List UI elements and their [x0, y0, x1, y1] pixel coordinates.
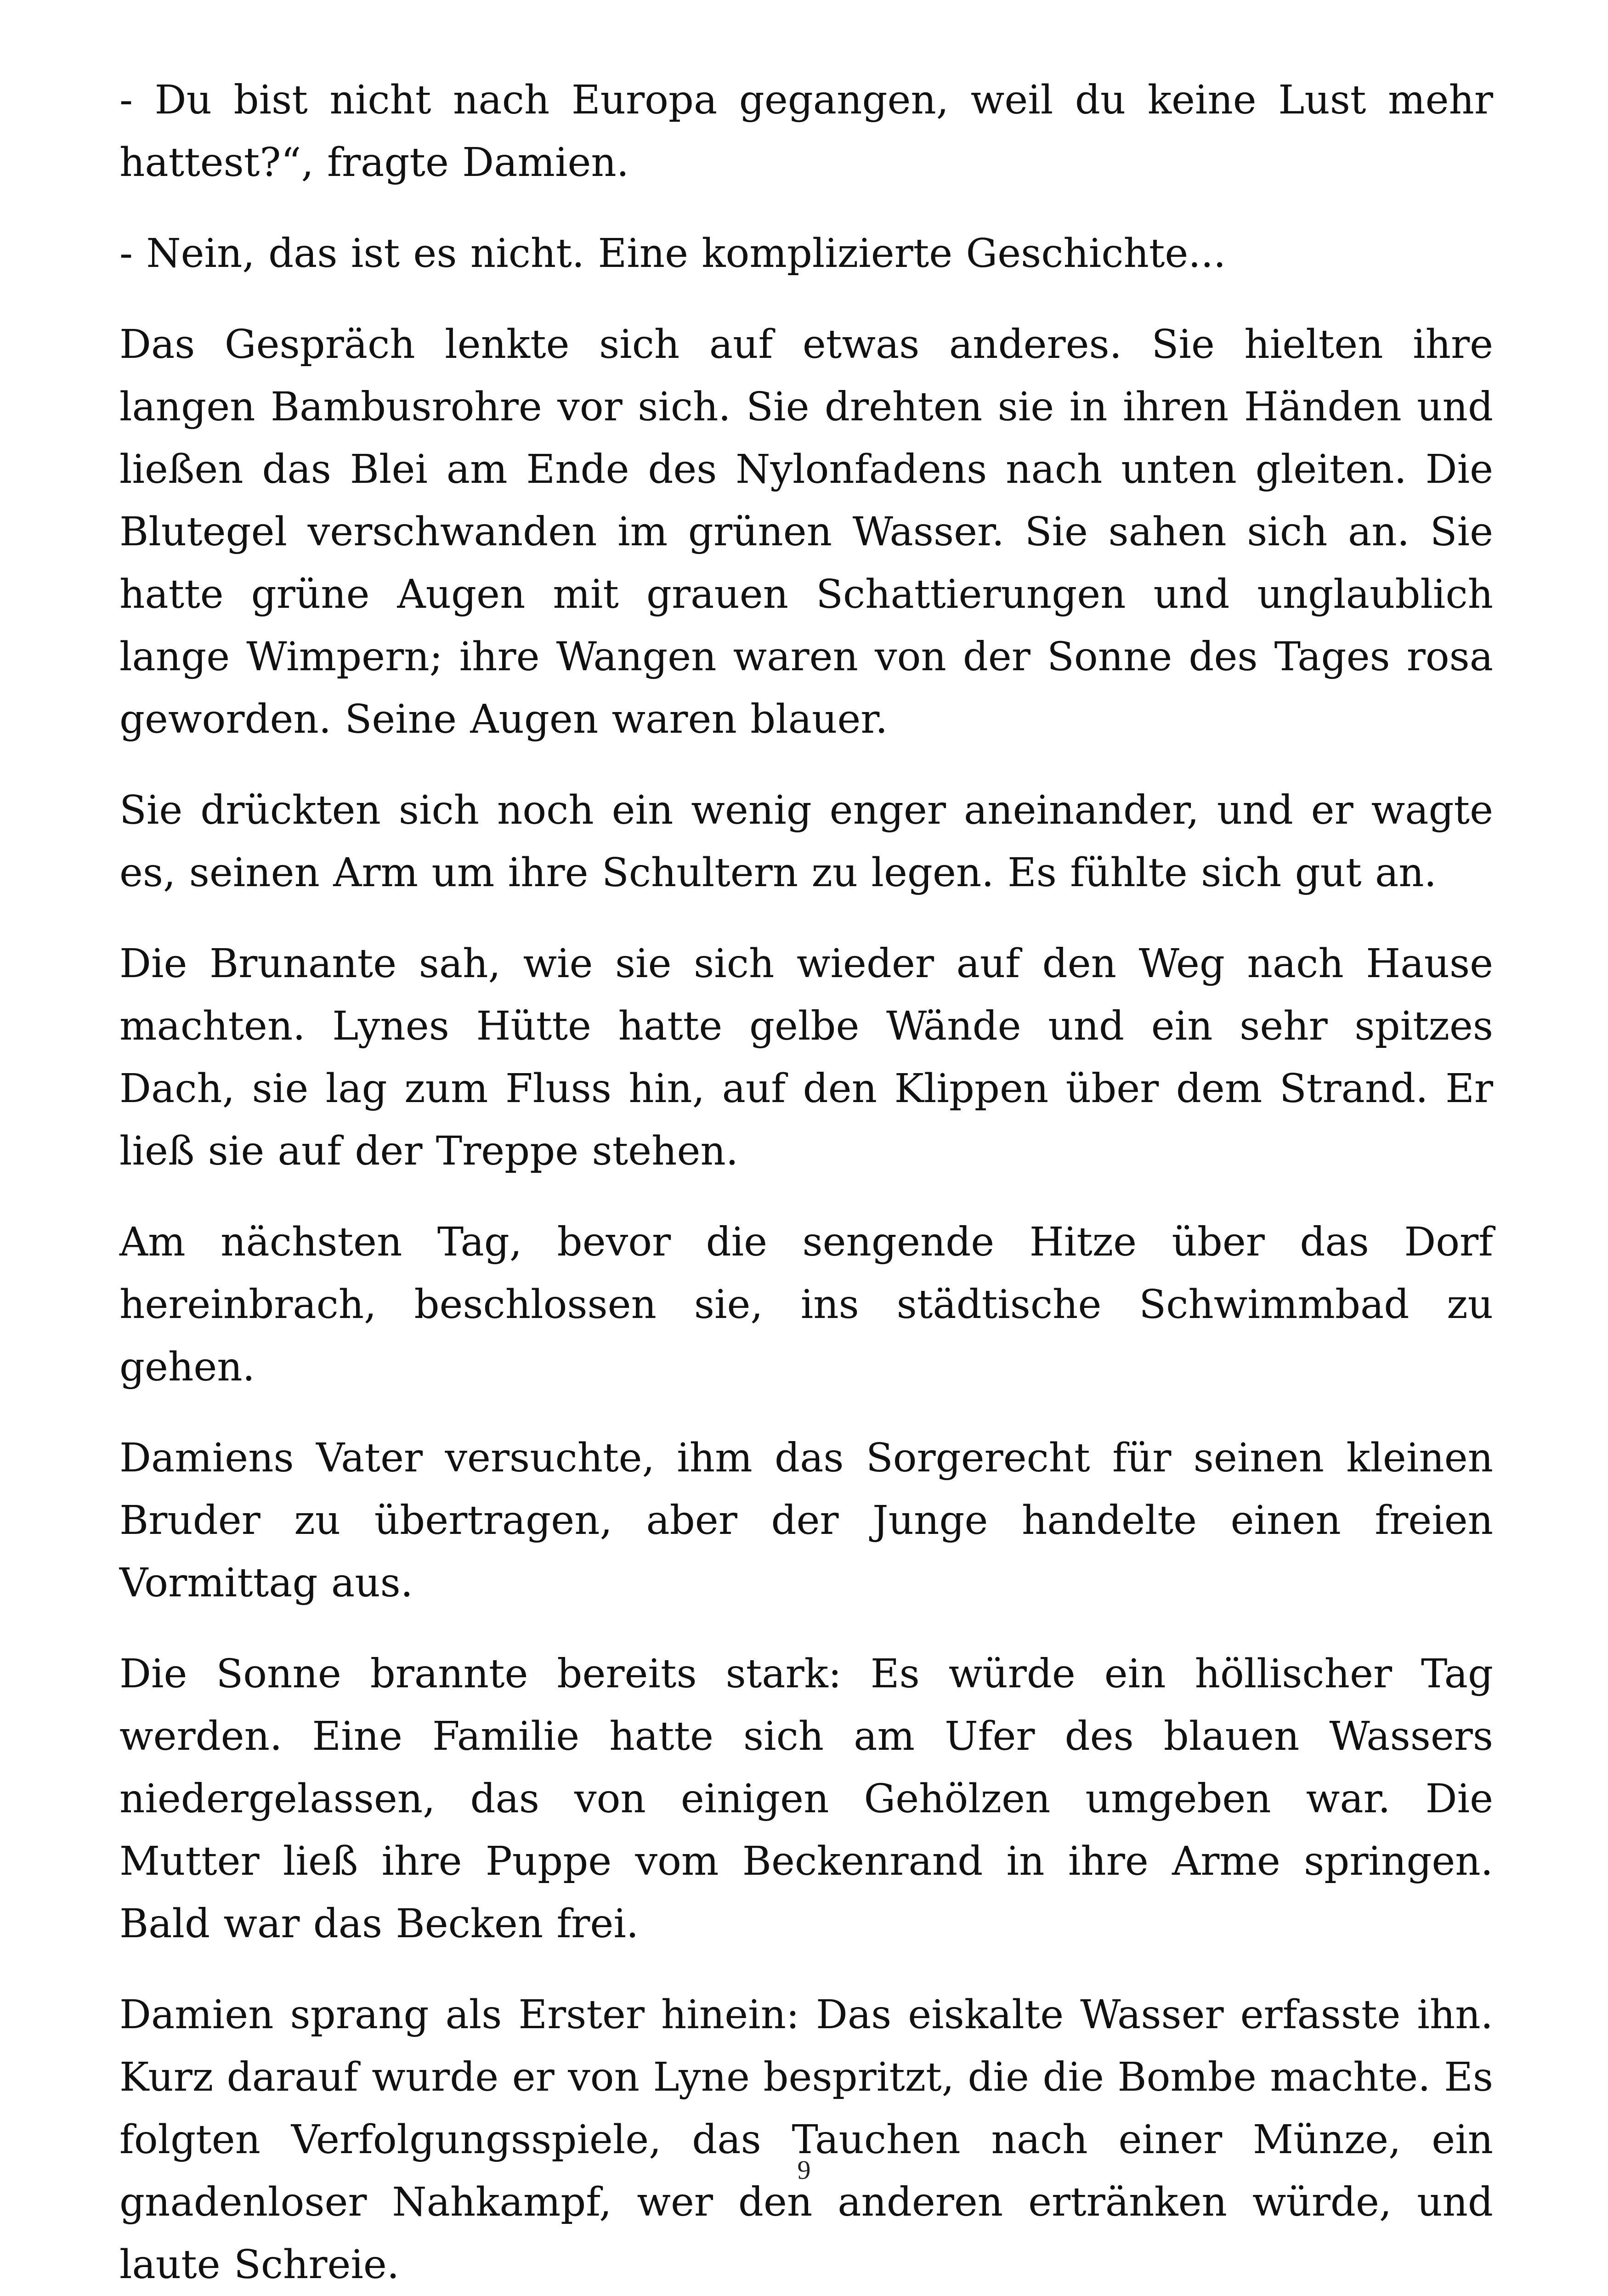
paragraph-3: Das Gespräch lenkte sich auf etwas anderes. Sie hielten ihre langen Bambusrohre vor sich. Sie drehten sie in ihren Händen und ließen das Blei am Ende des Nylonfadens nach unten gleiten. Die Blutegel verschwanden im grünen Wasser. Sie sahen sich an. Sie hatte grüne Augen mit grauen Schattierungen und unglaublich lange Wimpern; ihre Wangen waren von der Sonne des Tages rosa geworden. Seine Augen waren blauer. — [119, 322, 1493, 742]
paragraph-2: - Nein, das ist es nicht. Eine komplizierte Geschichte... — [119, 231, 1226, 277]
paragraph-8: Die Sonne brannte bereits stark: Es würde ein höllischer Tag werden. Eine Familie hatte sich am Ufer des blauen Wassers niedergelassen, das von einigen Gehölzen umgeben war. Die Mutter ließ ihre Puppe vom Beckenrand in ihre Arme springen. Bald war das Becken frei. — [119, 1651, 1493, 1947]
paragraph-6: Am nächsten Tag, bevor die sengende Hitze über das Dorf hereinbrach, beschlossen sie, ins städtische Schwimmbad zu gehen. — [119, 1219, 1493, 1390]
page-body — [119, 69, 1493, 2288]
paragraph-1: - Du bist nicht nach Europa gegangen, weil du keine Lust mehr hattest?“, fragte Damien. — [119, 77, 1493, 186]
paragraph-4: Sie drückten sich noch ein wenig enger aneinander, und er wagte es, seinen Arm um ihre Schultern zu legen. Es fühlte sich gut an. — [119, 787, 1493, 896]
paragraph-9: Damien sprang als Erster hinein: Das eiskalte Wasser erfasste ihn. Kurz darauf wurde er von Lyne bespritzt, die die Bombe machte. Es folgten Verfolgungsspiele, das Tauchen nach einer Münze, ein gnadenloser Nahkampf, wer den anderen ertränken würde, und laute Schreie. — [119, 1992, 1493, 2288]
page-number: 9 — [797, 2155, 811, 2185]
paragraph-5: Die Brunante sah, wie sie sich wieder auf den Weg nach Hause machten. Lynes Hütte hatte gelbe Wände und ein sehr spitzes Dach, sie lag zum Fluss hin, auf den Klippen über dem Strand. Er ließ sie auf der Treppe stehen. — [119, 941, 1493, 1174]
paragraph-7: Damiens Vater versuchte, ihm das Sorgerecht für seinen kleinen Bruder zu übertragen, aber der Junge handelte einen freien Vormittag aus. — [119, 1435, 1493, 1606]
